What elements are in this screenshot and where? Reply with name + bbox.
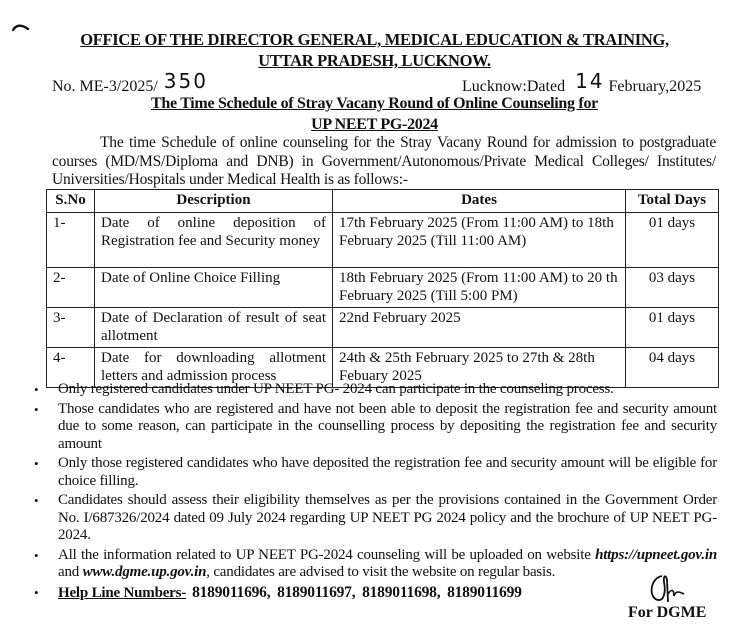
note-text: Candidates should assess their eligibility themselves as per the provisions contained in the Government Order No. I/687326/2024 dated 09 July 2024 regarding UP NEET PG 2024 policy and the brochure of UP NEET PG-2024. — [58, 492, 717, 543]
header-total-days: Total Days — [626, 190, 719, 213]
schedule-title-line1: The Time Schedule of Stray Vacany Round of Online Counseling for — [151, 95, 598, 112]
cell-days: 01 days — [626, 308, 719, 348]
list-item — [32, 492, 717, 545]
cell-dates: 22nd February 2025 — [333, 308, 626, 348]
note-website-prefix: All the information related to UP NEET PG-2024 counseling will be uploaded on website — [58, 546, 596, 563]
schedule-table — [46, 189, 719, 388]
office-title-line1: OFFICE OF THE DIRECTOR GENERAL, MEDICAL EDUCATION & TRAINING, — [80, 30, 669, 49]
list-item — [32, 381, 717, 399]
cell-dates: 17th February 2025 (From 11:00 AM) to 18th February 2025 (Till 11:00 AM) — [333, 213, 626, 268]
cell-description: Date for downloading allotment letters and admission process — [95, 348, 333, 388]
cell-sno: 3- — [47, 308, 95, 348]
table-row — [47, 268, 719, 308]
link-upneet[interactable]: https://upneet.gov.in — [595, 546, 717, 563]
cell-days: 03 days — [626, 268, 719, 308]
cell-description: Date of online deposition of Registration fee and Security money — [95, 213, 333, 268]
table-header-row — [47, 190, 719, 213]
cell-description: Date of Declaration of result of seat allotment — [95, 308, 333, 348]
handwritten-reference: 350 — [163, 69, 208, 93]
table-row — [47, 213, 719, 268]
bullet-icon: • — [34, 456, 39, 471]
header-description: Description — [95, 190, 333, 213]
list-item — [32, 401, 717, 454]
cell-sno: 4- — [47, 348, 95, 388]
cell-days: 04 days — [626, 348, 719, 388]
list-item — [32, 455, 717, 490]
reference-prefix: No. ME-3/2025/ — [52, 78, 158, 95]
list-item-helpline — [32, 584, 717, 603]
table-row — [47, 308, 719, 348]
note-website-suffix: , candidates are advised to visit the website on regular basis. — [206, 564, 556, 580]
office-title-line2: UTTAR PRADESH, LUCKNOW. — [258, 51, 491, 70]
bullet-icon: • — [34, 493, 39, 508]
note-text: Only registered candidates under UP NEET PG- 2024 can participate in the counseling process. — [58, 381, 614, 397]
cell-days: 01 days — [626, 213, 719, 268]
reference-number — [52, 69, 208, 96]
bullet-icon: • — [34, 547, 39, 563]
bullet-icon: • — [34, 584, 39, 600]
signature-icon — [640, 572, 700, 606]
note-text: Those candidates who are registered and have not been able to deposit the registration fee and security amount due to some reason, can participate in the counselling process by depositing the registration fee and security amount — [58, 400, 717, 452]
schedule-title-line2: UP NEET PG-2024 — [311, 116, 438, 133]
bullet-icon: • — [34, 382, 39, 397]
notes-list — [32, 381, 717, 604]
handwritten-day: 14 — [575, 69, 605, 93]
signature-label: For DGME — [628, 604, 707, 621]
note-text: Only those registered candidates who have deposited the registration fee and security amount will be eligible for choice filling. — [58, 455, 717, 489]
link-dgme[interactable]: www.dgme.up.gov.in — [82, 564, 207, 580]
header-dates: Dates — [333, 190, 626, 213]
intro-paragraph: The time Schedule of online counseling for the Stray Vacany Round for admission to postgraduate courses (MD/MS/Diploma and DNB) in Government/Autonomous/Private Medical Colleges/ Institutes/ Universities/Hospitals under Medical Health is as follows:- — [52, 134, 716, 188]
note-website-middle: and — [58, 564, 83, 580]
cell-description: Date of Online Choice Filling — [95, 268, 333, 308]
header-sno: S.No — [47, 190, 95, 213]
cell-dates: 18th February 2025 (From 11:00 AM) to 20 th February 2025 (Till 5:00 PM) — [333, 268, 626, 308]
date-prefix: Lucknow:Dated — [462, 78, 566, 95]
helpline-label: Help Line Numbers- — [58, 584, 187, 601]
list-item — [32, 547, 717, 582]
date-suffix: February,2025 — [608, 78, 702, 95]
date-line — [462, 69, 702, 96]
cell-sno: 1- — [47, 213, 95, 268]
helpline-numbers: 8189011696, 8189011697, 8189011698, 8189011699 — [192, 583, 522, 601]
bullet-icon: • — [34, 401, 39, 417]
cell-dates: 24th & 25th February 2025 to 27th & 28th Febuary 2025 — [333, 348, 626, 388]
cell-sno: 2- — [47, 268, 95, 308]
